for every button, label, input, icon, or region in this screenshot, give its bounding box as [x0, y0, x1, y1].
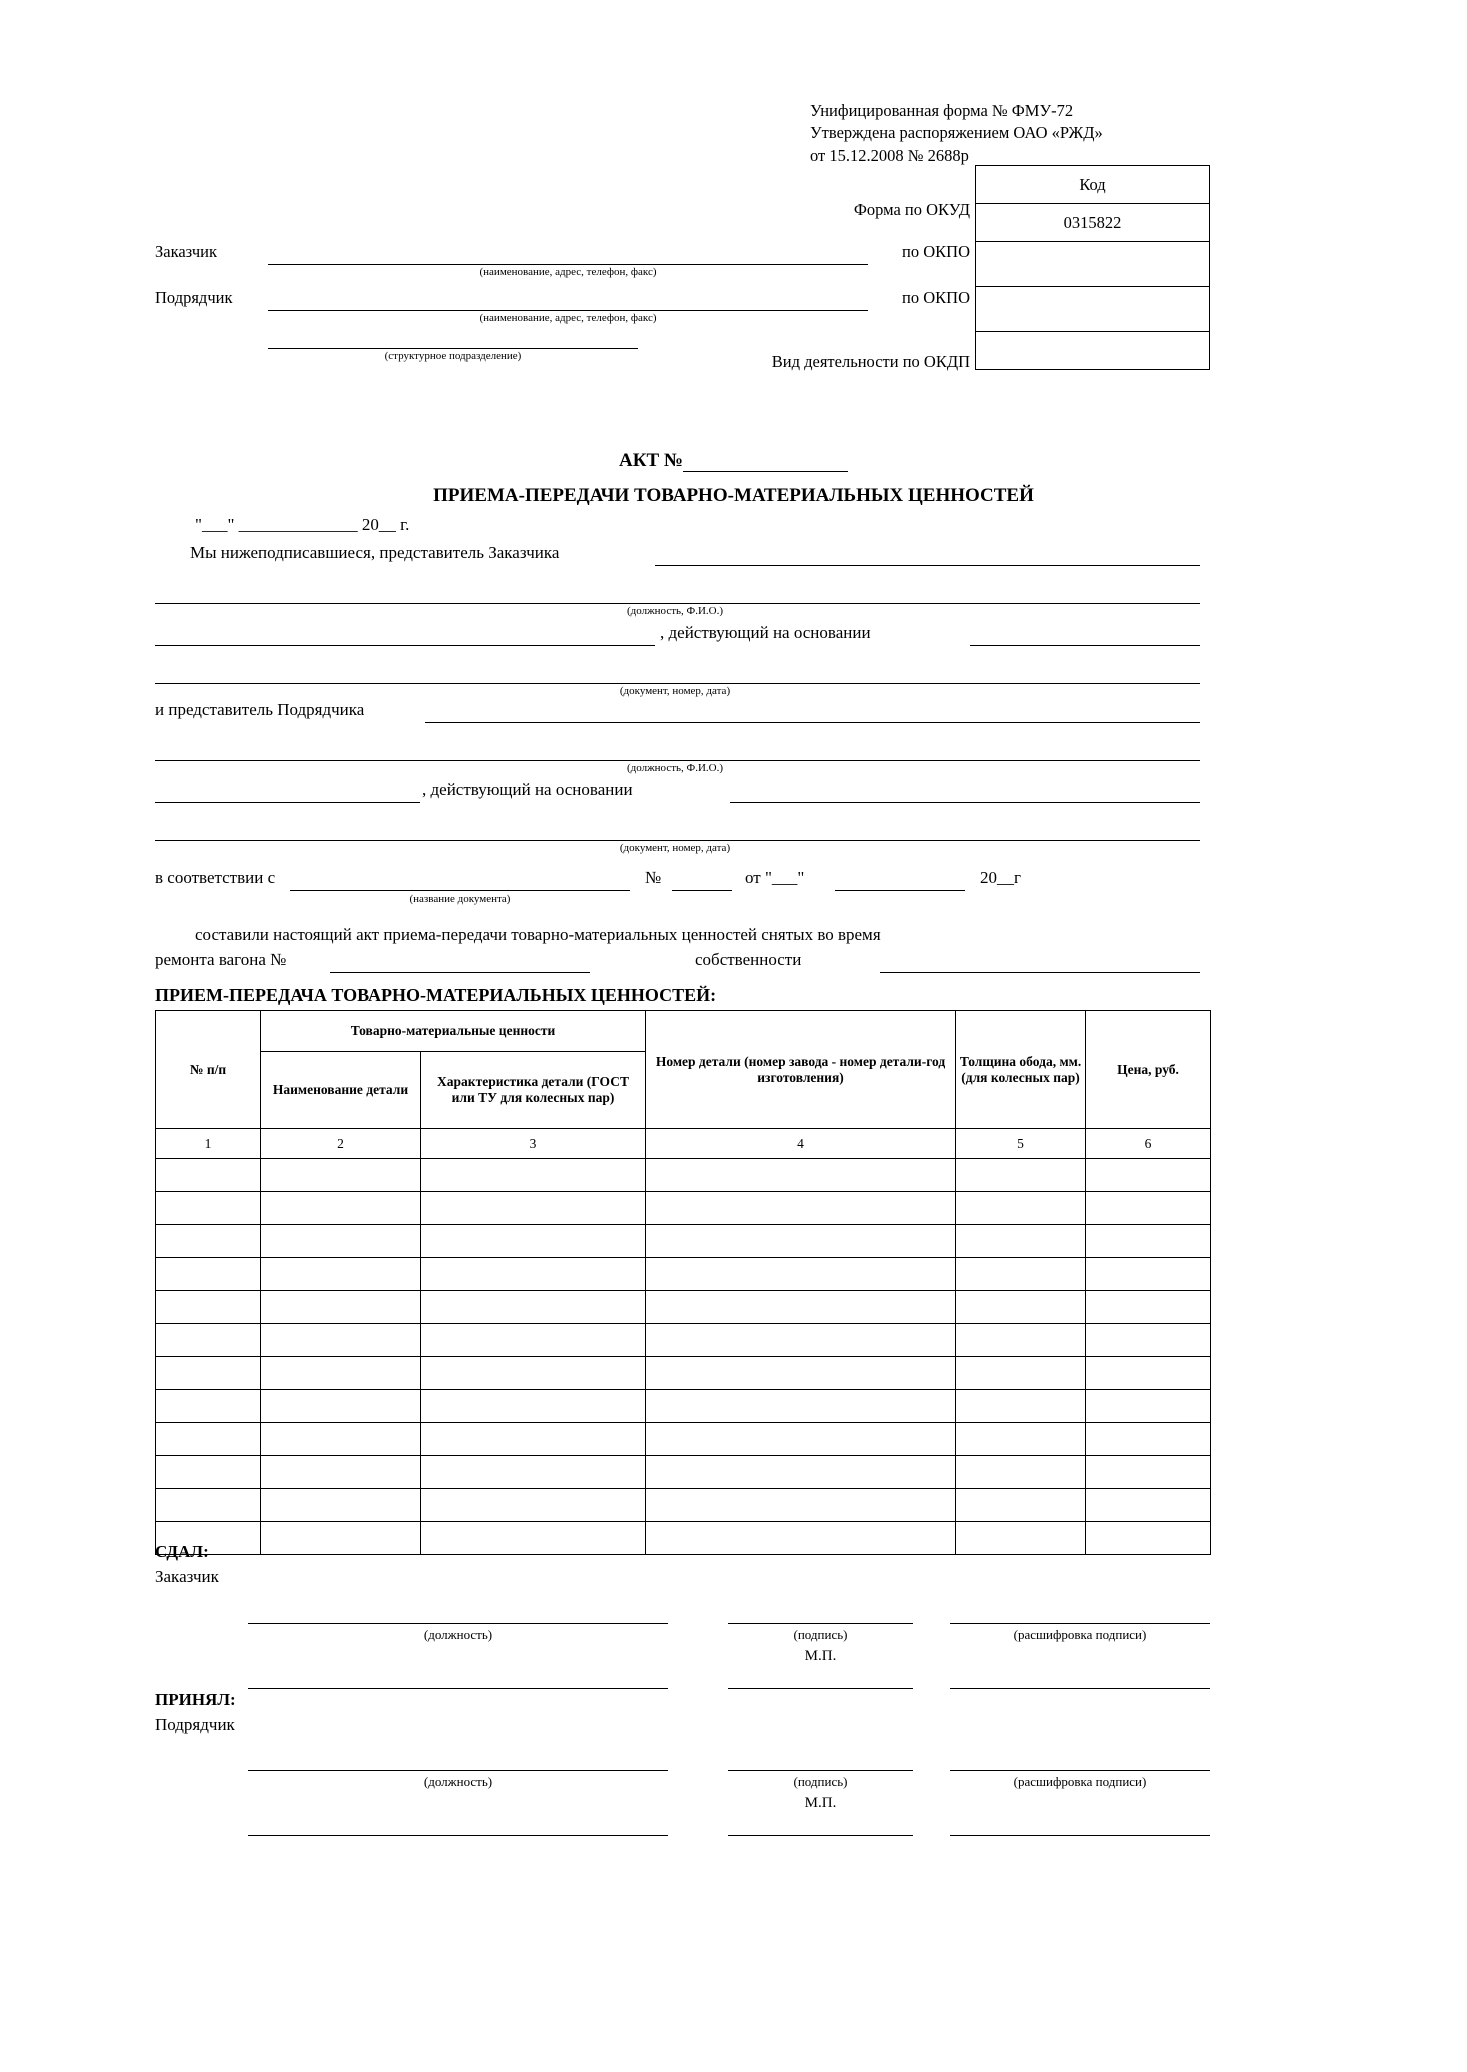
table-cell[interactable]: [956, 1291, 1086, 1324]
code-table-header-row: [976, 166, 1210, 204]
table-cell[interactable]: [156, 1192, 261, 1225]
subdivision-input-line[interactable]: [268, 348, 638, 349]
table-cell[interactable]: [956, 1258, 1086, 1291]
table-cell[interactable]: [956, 1192, 1086, 1225]
table-cell[interactable]: [1086, 1258, 1211, 1291]
prinyal-label: ПРИНЯЛ:: [155, 1690, 236, 1709]
table-row[interactable]: [156, 1192, 1211, 1225]
table-cell[interactable]: [261, 1192, 421, 1225]
customer-input-line[interactable]: [268, 264, 868, 265]
prinyal-position-caption: (должность): [423, 1774, 493, 1789]
table-cell[interactable]: [1086, 1423, 1211, 1456]
th-price: Цена, руб.: [1086, 1011, 1211, 1129]
customer-rep-line-1[interactable]: [655, 565, 1200, 566]
act-title: АКТ №: [618, 450, 683, 471]
sdal-position-line-2[interactable]: [248, 1688, 668, 1689]
table-cell[interactable]: [261, 1324, 421, 1357]
prinyal-signature-line-2[interactable]: [728, 1835, 913, 1836]
table-cell[interactable]: [646, 1390, 956, 1423]
goods-table-body: [156, 1159, 1211, 1555]
form-meta: [810, 100, 1103, 167]
table-head-row-1: [156, 1011, 1211, 1052]
table-cell[interactable]: [646, 1489, 956, 1522]
basis-doc-line-3[interactable]: [730, 802, 1200, 803]
okpo2-value-cell: [976, 287, 1210, 332]
table-cell[interactable]: [1086, 1522, 1211, 1555]
contractor-rep-line-3[interactable]: [155, 802, 420, 803]
th-no: № п/п: [156, 1011, 261, 1129]
table-cell[interactable]: [1086, 1159, 1211, 1192]
table-row[interactable]: [156, 1291, 1211, 1324]
sdal-decode-line-2[interactable]: [950, 1688, 1210, 1689]
table-cell[interactable]: [956, 1423, 1086, 1456]
table-cell[interactable]: [956, 1225, 1086, 1258]
repair-text: ремонта вагона №: [155, 950, 287, 969]
table-cell[interactable]: [956, 1489, 1086, 1522]
contractor-rep-text: и представитель Подрядчика: [155, 700, 365, 719]
sdal-position-line[interactable]: [248, 1623, 668, 1624]
table-cell[interactable]: [421, 1423, 646, 1456]
contractor-input-line[interactable]: [268, 310, 868, 311]
table-cell[interactable]: [421, 1489, 646, 1522]
table-row[interactable]: [156, 1390, 1211, 1423]
compiled-text: составили настоящий акт приема-передачи товарно-материальных ценностей снятых во время: [195, 925, 881, 944]
okpo1-value-cell: [976, 242, 1210, 287]
table-row[interactable]: [156, 1522, 1211, 1555]
table-cell[interactable]: [646, 1357, 956, 1390]
table-cell[interactable]: [421, 1324, 646, 1357]
table-row[interactable]: [156, 1324, 1211, 1357]
table-row[interactable]: [156, 1423, 1211, 1456]
prinyal-decode-line-2[interactable]: [950, 1835, 1210, 1836]
table-cell[interactable]: [646, 1423, 956, 1456]
table-cell[interactable]: [421, 1357, 646, 1390]
colnum-5: 5: [956, 1129, 1086, 1159]
sdal-mp: М.П.: [804, 1648, 837, 1664]
customer-rep-line-2[interactable]: [155, 603, 1200, 604]
table-cell[interactable]: [156, 1390, 261, 1423]
form-meta-line2: Утверждена распоряжением ОАО «РЖД»: [810, 123, 1103, 143]
okdp-label: Вид деятельности по ОКДП: [771, 352, 970, 371]
code-table: [975, 165, 1210, 370]
table-cell[interactable]: [261, 1291, 421, 1324]
sdal-position-caption: (должность): [423, 1627, 493, 1642]
table-cell[interactable]: [1086, 1324, 1211, 1357]
table-row[interactable]: [156, 1489, 1211, 1522]
sdal-signature-line[interactable]: [728, 1623, 913, 1624]
form-meta-line3: от 15.12.2008 № 2688р: [810, 145, 969, 165]
table-cell[interactable]: [261, 1225, 421, 1258]
colnum-6: 6: [1086, 1129, 1211, 1159]
table-cell[interactable]: [1086, 1357, 1211, 1390]
sdal-label: СДАЛ:: [155, 1542, 209, 1561]
customer-label: Заказчик: [155, 242, 218, 261]
table-cell[interactable]: [261, 1258, 421, 1291]
act-number-line[interactable]: [683, 453, 848, 472]
table-cell[interactable]: [261, 1456, 421, 1489]
table-cell[interactable]: [156, 1357, 261, 1390]
table-cell[interactable]: [421, 1159, 646, 1192]
position-fio-caption-1: (должность, Ф.И.О.): [626, 605, 724, 617]
table-row[interactable]: [156, 1225, 1211, 1258]
act-title-row: [0, 450, 1467, 472]
doc-caption-2: (документ, номер, дата): [619, 842, 731, 854]
table-cell[interactable]: [156, 1324, 261, 1357]
table-cell[interactable]: [956, 1456, 1086, 1489]
table-cell[interactable]: [421, 1291, 646, 1324]
okdp-value-cell: [976, 332, 1210, 370]
table-cell[interactable]: [646, 1291, 956, 1324]
table-cell[interactable]: [956, 1357, 1086, 1390]
wagon-no-line[interactable]: [330, 972, 590, 973]
prinyal-signature-caption: (подпись): [793, 1774, 848, 1789]
position-fio-caption-2: (должность, Ф.И.О.): [626, 762, 724, 774]
table-cell[interactable]: [156, 1456, 261, 1489]
okud-label: Форма по ОКУД: [853, 200, 970, 219]
doc-no-line[interactable]: [672, 890, 732, 891]
goods-table: [155, 1010, 1211, 1555]
table-cell[interactable]: [646, 1324, 956, 1357]
colnum-1: 1: [156, 1129, 261, 1159]
basis-doc-line-4[interactable]: [155, 840, 1200, 841]
table-cell[interactable]: [421, 1390, 646, 1423]
table-cell[interactable]: [956, 1522, 1086, 1555]
table-cell[interactable]: [261, 1390, 421, 1423]
table-cell[interactable]: [156, 1291, 261, 1324]
table-cell[interactable]: [1086, 1489, 1211, 1522]
table-cell[interactable]: [1086, 1225, 1211, 1258]
sdal-party: Заказчик: [155, 1567, 219, 1586]
sdal-decode-caption: (расшифровка подписи): [1013, 1627, 1147, 1642]
th-group-goods: Товарно-материальные ценности: [261, 1011, 646, 1052]
table-cell[interactable]: [421, 1225, 646, 1258]
table-cell[interactable]: [1086, 1390, 1211, 1423]
sdal-signature-line-2[interactable]: [728, 1688, 913, 1689]
table-cell[interactable]: [421, 1456, 646, 1489]
code-header-cell: Код: [976, 166, 1210, 204]
table-row[interactable]: [156, 1159, 1211, 1192]
act-date-line[interactable]: "___" ______________ 20__ г.: [195, 515, 410, 534]
table-cell[interactable]: [261, 1522, 421, 1555]
table-cell[interactable]: [156, 1489, 261, 1522]
sdal-signature-caption: (подпись): [793, 1627, 848, 1642]
contractor-caption: (наименование, адрес, телефон, факс): [479, 312, 657, 324]
table-cell[interactable]: [261, 1489, 421, 1522]
table-column-numbers-row: [156, 1129, 1211, 1159]
table-section-title: ПРИЕМ-ПЕРЕДАЧА ТОВАРНО-МАТЕРИАЛЬНЫХ ЦЕННОСТЕЙ:: [155, 985, 717, 1005]
table-cell[interactable]: [646, 1159, 956, 1192]
subdivision-caption: (структурное подразделение): [384, 350, 522, 362]
table-cell[interactable]: [156, 1423, 261, 1456]
in-accordance-text: в соответствии с: [155, 868, 276, 887]
okpo-label-1: по ОКПО: [902, 242, 970, 261]
undersigned-text: Мы нижеподписавшиеся, представитель Заказчика: [190, 543, 560, 562]
prinyal-position-line-2[interactable]: [248, 1835, 668, 1836]
table-cell[interactable]: [956, 1390, 1086, 1423]
basis-doc-line-1[interactable]: [970, 645, 1200, 646]
doc-date-line[interactable]: [835, 890, 965, 891]
table-cell[interactable]: [156, 1159, 261, 1192]
code-table-okpo1-row: [976, 242, 1210, 287]
table-cell[interactable]: [421, 1522, 646, 1555]
table-cell[interactable]: [646, 1192, 956, 1225]
sdal-decode-line[interactable]: [950, 1623, 1210, 1624]
acting-basis-text-2: , действующий на основании: [422, 780, 633, 799]
doc-from-label: от "___": [745, 868, 805, 887]
doc-caption-1: (документ, номер, дата): [619, 685, 731, 697]
table-cell[interactable]: [421, 1258, 646, 1291]
table-cell[interactable]: [261, 1159, 421, 1192]
th-char: Характеристика детали (ГОСТ или ТУ для колесных пар): [421, 1052, 646, 1129]
prinyal-decode-line[interactable]: [950, 1770, 1210, 1771]
th-thickness: Толщина обода, мм. (для колесных пар): [956, 1011, 1086, 1129]
table-cell[interactable]: [261, 1357, 421, 1390]
prinyal-position-line[interactable]: [248, 1770, 668, 1771]
colnum-2: 2: [261, 1129, 421, 1159]
th-name: Наименование детали: [261, 1052, 421, 1129]
doc-name-caption: (название документа): [409, 893, 511, 905]
table-cell[interactable]: [1086, 1291, 1211, 1324]
table-cell[interactable]: [646, 1522, 956, 1555]
prinyal-mp: М.П.: [804, 1795, 837, 1811]
ownership-line[interactable]: [880, 972, 1200, 973]
acting-basis-text-1: , действующий на основании: [660, 623, 871, 642]
contractor-rep-line-1[interactable]: [425, 722, 1200, 723]
prinyal-signature-line[interactable]: [728, 1770, 913, 1771]
table-row[interactable]: [156, 1357, 1211, 1390]
ownership-text: собственности: [695, 950, 802, 969]
code-table-okdp-row: [976, 332, 1210, 370]
form-meta-line1: Унифицированная форма № ФМУ-72: [810, 101, 1074, 120]
okpo-label-2: по ОКПО: [902, 288, 970, 307]
doc-year-label: 20__г: [980, 868, 1021, 887]
okud-value-cell: 0315822: [976, 204, 1210, 242]
table-cell[interactable]: [421, 1192, 646, 1225]
table-cell[interactable]: [1086, 1192, 1211, 1225]
code-table-okpo2-row: [976, 287, 1210, 332]
prinyal-decode-caption: (расшифровка подписи): [1013, 1774, 1147, 1789]
contractor-rep-line-2[interactable]: [155, 760, 1200, 761]
table-cell[interactable]: [156, 1258, 261, 1291]
basis-doc-line-2[interactable]: [155, 683, 1200, 684]
table-cell[interactable]: [646, 1225, 956, 1258]
table-cell[interactable]: [646, 1456, 956, 1489]
code-table-okud-row: [976, 204, 1210, 242]
doc-no-label: №: [645, 868, 662, 887]
colnum-4: 4: [646, 1129, 956, 1159]
contractor-label: Подрядчик: [155, 288, 233, 307]
table-cell[interactable]: [956, 1159, 1086, 1192]
table-row[interactable]: [156, 1258, 1211, 1291]
table-cell[interactable]: [646, 1258, 956, 1291]
table-row[interactable]: [156, 1456, 1211, 1489]
table-cell[interactable]: [261, 1423, 421, 1456]
table-cell[interactable]: [956, 1324, 1086, 1357]
colnum-3: 3: [421, 1129, 646, 1159]
th-partno: Номер детали (номер завода - номер детали-год изготовления): [646, 1011, 956, 1129]
act-subtitle: ПРИЕМА-ПЕРЕДАЧИ ТОВАРНО-МАТЕРИАЛЬНЫХ ЦЕННОСТЕЙ: [433, 485, 1034, 506]
table-cell[interactable]: [156, 1225, 261, 1258]
customer-caption: (наименование, адрес, телефон, факс): [479, 266, 657, 278]
customer-rep-line-3[interactable]: [155, 645, 655, 646]
table-cell[interactable]: [1086, 1456, 1211, 1489]
doc-name-line[interactable]: [290, 890, 630, 891]
prinyal-party: Подрядчик: [155, 1715, 235, 1734]
